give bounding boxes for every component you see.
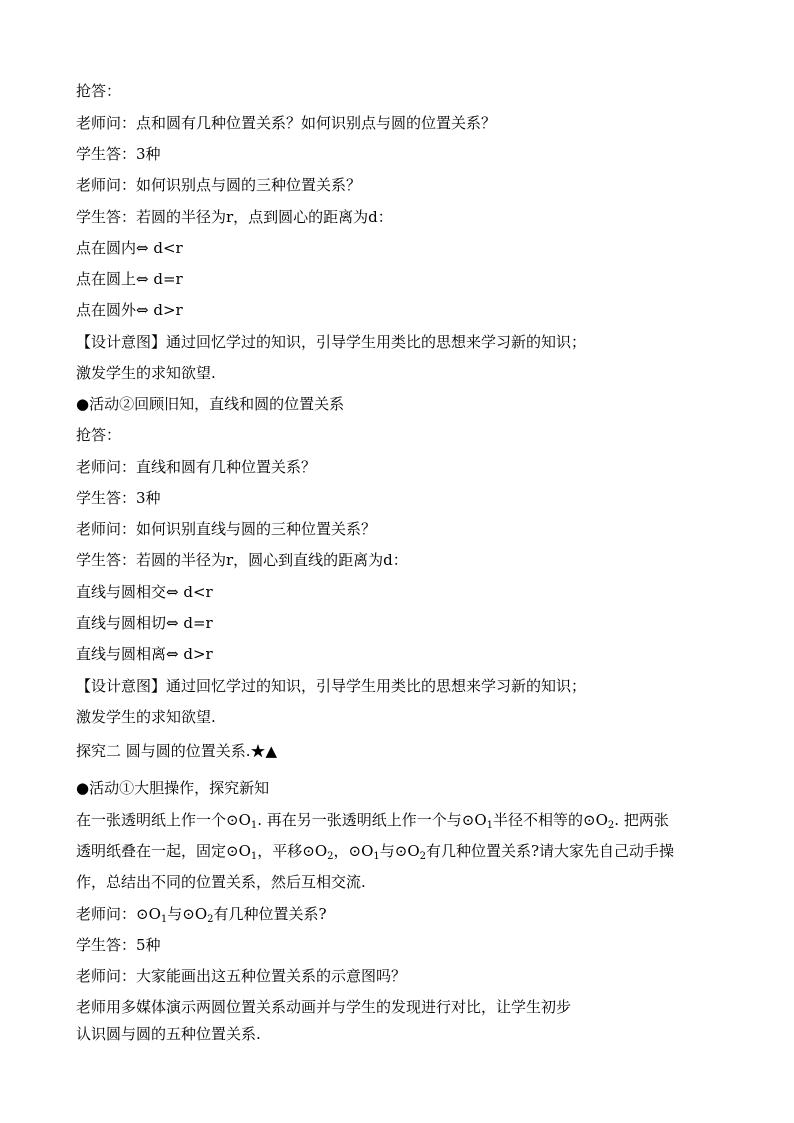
design-intent-1: 【设计意图】通过回忆学过的知识，引导学生用类比的思想来学习新的知识；	[76, 333, 587, 351]
point-outside-circle: 点在圆外⇔ d>r	[76, 301, 183, 319]
section-heading-explore-2: 探究二 圆与圆的位置关系.★▲	[76, 742, 278, 760]
student-answer-4: 学生答：若圆的半径为r，圆心到直线的距离为d：	[76, 551, 408, 569]
quick-answer-label-1: 抢答：	[76, 82, 122, 100]
activity-paragraph-line-2: 透明纸叠在一起，固定$⊙O_1$，平移$⊙O_2$，$⊙O_1$与$⊙O_2$有几种位置关系?请大家先自己动手操	[76, 842, 675, 862]
activity-2-heading: ●活动②回顾旧知，直线和圆的位置关系	[76, 395, 345, 413]
teacher-demo-line-2: 认识圆与圆的五种位置关系.	[76, 1025, 261, 1043]
student-answer-2: 学生答：若圆的半径为r，点到圆心的距离为d：	[76, 208, 393, 226]
activity-paragraph-line-1: 在一张透明纸上作一个$⊙O_1$. 再在另一张透明纸上作一个与$⊙O_1$半径不相等的$⊙O_2$. 把两张	[76, 811, 669, 831]
student-answer-1: 学生答：3种	[76, 145, 161, 163]
teacher-demo-line-1: 老师用多媒体演示两圆位置关系动画并与学生的发现进行对比，让学生初步	[76, 998, 572, 1016]
design-intent-2-cont: 激发学生的求知欲望.	[76, 708, 216, 726]
activity-paragraph-line-3: 作，总结出不同的位置关系，然后互相交流.	[76, 873, 366, 891]
teacher-question-2: 老师问：如何识别点与圆的三种位置关系？	[76, 176, 362, 194]
line-intersects-circle: 直线与圆相交⇔ d<r	[76, 583, 213, 601]
line-separate-circle: 直线与圆相离⇔ d>r	[76, 645, 213, 663]
point-on-circle: 点在圆上⇔ d=r	[76, 270, 183, 288]
design-intent-2: 【设计意图】通过回忆学过的知识，引导学生用类比的思想来学习新的知识；	[76, 677, 587, 695]
point-inside-circle: 点在圆内⇔ d<r	[76, 239, 183, 257]
student-answer-3: 学生答：3种	[76, 489, 161, 507]
teacher-question-5: 老师问：$⊙O_1$与$⊙O_2$有几种位置关系?	[76, 905, 327, 925]
quick-answer-label-2: 抢答：	[76, 426, 122, 444]
design-intent-1-cont: 激发学生的求知欲望.	[76, 364, 216, 382]
student-answer-5: 学生答：5种	[76, 936, 161, 954]
teacher-question-4: 老师问：如何识别直线与圆的三种位置关系？	[76, 520, 377, 538]
teacher-question-1: 老师问：点和圆有几种位置关系？如何识别点与圆的位置关系？	[76, 114, 497, 132]
teacher-question-3: 老师问：直线和圆有几种位置关系？	[76, 458, 317, 476]
activity-1-heading: ●活动①大胆操作，探究新知	[76, 779, 270, 797]
line-tangent-circle: 直线与圆相切⇔ d=r	[76, 614, 213, 632]
teacher-question-6: 老师问：大家能画出这五种位置关系的示意图吗？	[76, 967, 407, 985]
